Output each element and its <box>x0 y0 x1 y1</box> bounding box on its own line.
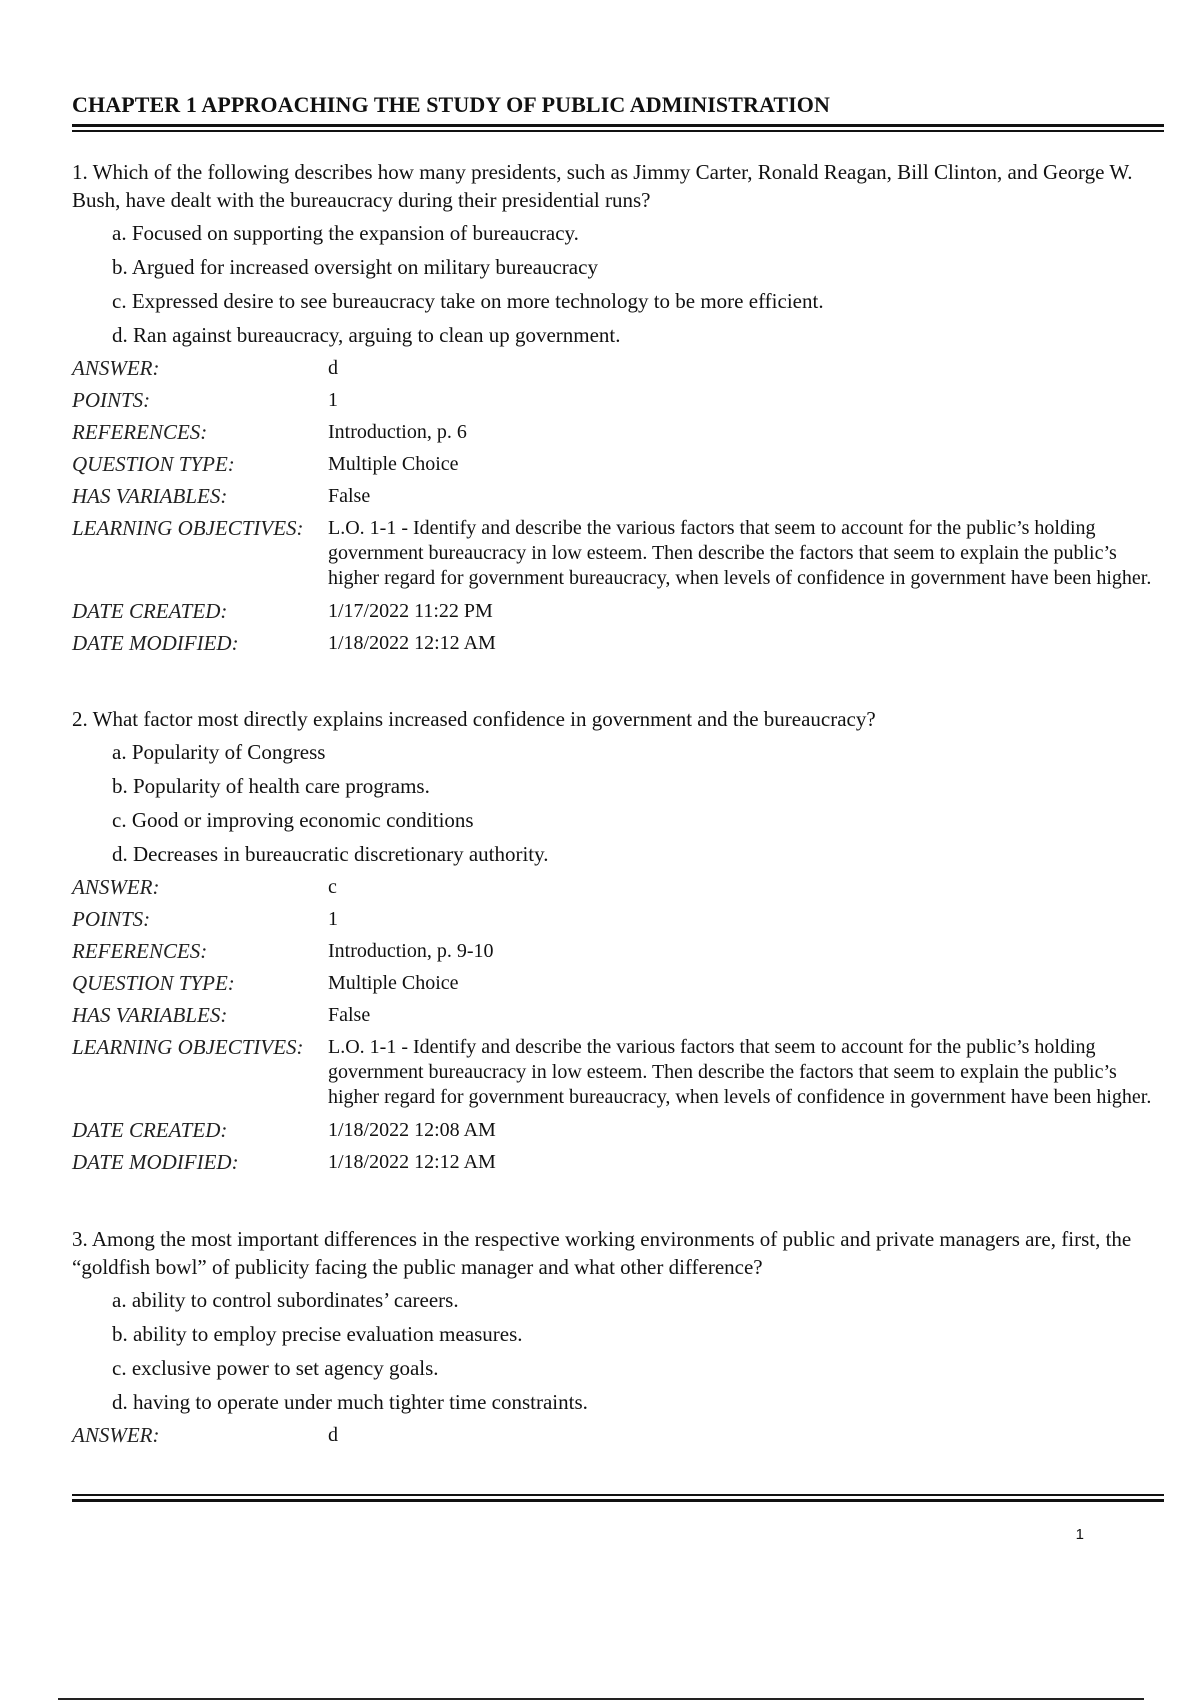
answer-choices <box>72 216 1162 352</box>
answer-row <box>72 352 1162 384</box>
question-metadata <box>72 1419 1162 1451</box>
learning-objectives-label: LEARNING OBJECTIVES: <box>72 1035 304 1059</box>
has-variables-label: HAS VARIABLES: <box>72 1003 228 1027</box>
choice-b: b. ability to employ precise evaluation measures. <box>112 1322 523 1346</box>
date-modified-row <box>72 627 1162 659</box>
answer-value: d <box>328 1424 338 1446</box>
answer-choices <box>72 1283 1162 1419</box>
points-value: 1 <box>328 908 338 930</box>
references-label: REFERENCES: <box>72 420 208 444</box>
choice-a: a. Popularity of Congress <box>112 740 326 764</box>
question-type-value: Multiple Choice <box>328 972 459 994</box>
date-modified-label: DATE MODIFIED: <box>72 1150 239 1174</box>
answer-label: ANSWER: <box>72 875 160 899</box>
date-modified-value: 1/18/2022 12:12 AM <box>328 1151 496 1173</box>
date-created-row <box>72 595 1162 627</box>
has-variables-row <box>72 999 1162 1031</box>
date-created-value: 1/17/2022 11:22 PM <box>328 600 493 622</box>
points-value: 1 <box>328 389 338 411</box>
has-variables-row <box>72 480 1162 512</box>
points-row <box>72 384 1162 416</box>
date-modified-label: DATE MODIFIED: <box>72 631 239 655</box>
references-value: Introduction, p. 6 <box>328 421 467 443</box>
points-label: POINTS: <box>72 907 151 931</box>
choice-d: d. Ran against bureaucracy, arguing to clean up government. <box>112 323 621 347</box>
has-variables-label: HAS VARIABLES: <box>72 484 228 508</box>
question-type-label: QUESTION TYPE: <box>72 971 235 995</box>
learning-objectives-row <box>72 512 1162 595</box>
choice-a: a. Focused on supporting the expansion of bureaucracy. <box>112 221 579 245</box>
question-stem: 2. What factor most directly explains increased confidence in government and the bureaucracy? <box>72 707 876 731</box>
question-3 <box>72 1225 1162 1451</box>
learning-objectives-value: L.O. 1-1 - Identify and describe the various factors that seem to account for the public’s holding government bureaucracy in low esteem. Then describe the factors that seem to explain the public’s higher regard for government bureaucracy, when levels of confidence in government have been higher. <box>328 1036 1152 1108</box>
date-created-label: DATE CREATED: <box>72 599 228 623</box>
question-type-row <box>72 967 1162 999</box>
question-type-value: Multiple Choice <box>328 453 459 475</box>
question-2 <box>72 705 1162 1178</box>
question-type-label: QUESTION TYPE: <box>72 452 235 476</box>
date-created-label: DATE CREATED: <box>72 1118 228 1142</box>
date-created-row <box>72 1114 1162 1146</box>
choice-c: c. exclusive power to set agency goals. <box>112 1356 439 1380</box>
question-metadata <box>72 871 1162 1178</box>
answer-label: ANSWER: <box>72 1423 160 1447</box>
header-double-rule <box>72 124 1164 132</box>
answer-value: d <box>328 357 338 379</box>
has-variables-value: False <box>328 1004 371 1026</box>
learning-objectives-value: L.O. 1-1 - Identify and describe the various factors that seem to account for the public’s holding government bureaucracy in low esteem. Then describe the factors that seem to explain the public’s higher regard for government bureaucracy, when levels of confidence in government have been higher. <box>328 517 1152 589</box>
page-number: 1 <box>1075 1526 1084 1543</box>
answer-label: ANSWER: <box>72 356 160 380</box>
choice-a: a. ability to control subordinates’ careers. <box>112 1288 459 1312</box>
references-row <box>72 416 1162 448</box>
question-type-row <box>72 448 1162 480</box>
points-label: POINTS: <box>72 388 151 412</box>
question-stem: 1. Which of the following describes how many presidents, such as Jimmy Carter, Ronald Reagan, Bill Clinton, and George W. Bush, have dealt with the bureaucracy during their presidential runs? <box>72 160 1133 212</box>
answer-row <box>72 871 1162 903</box>
references-value: Introduction, p. 9-10 <box>328 940 494 962</box>
points-row <box>72 903 1162 935</box>
date-modified-row <box>72 1146 1162 1178</box>
footer-double-rule <box>72 1494 1164 1502</box>
answer-value: c <box>328 876 337 898</box>
choice-b: b. Popularity of health care programs. <box>112 774 430 798</box>
choice-d: d. Decreases in bureaucratic discretionary authority. <box>112 842 549 866</box>
question-1 <box>72 158 1162 659</box>
learning-objectives-label: LEARNING OBJECTIVES: <box>72 516 304 540</box>
choice-d: d. having to operate under much tighter time constraints. <box>112 1390 588 1414</box>
answer-choices <box>72 735 1162 871</box>
chapter-title: CHAPTER 1 APPROACHING THE STUDY OF PUBLIC ADMINISTRATION <box>72 92 830 117</box>
references-row <box>72 935 1162 967</box>
question-metadata <box>72 352 1162 659</box>
learning-objectives-row <box>72 1031 1162 1114</box>
choice-c: c. Good or improving economic conditions <box>112 808 474 832</box>
references-label: REFERENCES: <box>72 939 208 963</box>
date-created-value: 1/18/2022 12:08 AM <box>328 1119 496 1141</box>
choice-c: c. Expressed desire to see bureaucracy take on more technology to be more efficient. <box>112 289 824 313</box>
answer-row <box>72 1419 1162 1451</box>
question-stem: 3. Among the most important differences in the respective working environments of public and private managers are, first, the “goldfish bowl” of publicity facing the public manager and what other difference? <box>72 1227 1132 1279</box>
date-modified-value: 1/18/2022 12:12 AM <box>328 632 496 654</box>
has-variables-value: False <box>328 485 371 507</box>
choice-b: b. Argued for increased oversight on military bureaucracy <box>112 255 598 279</box>
